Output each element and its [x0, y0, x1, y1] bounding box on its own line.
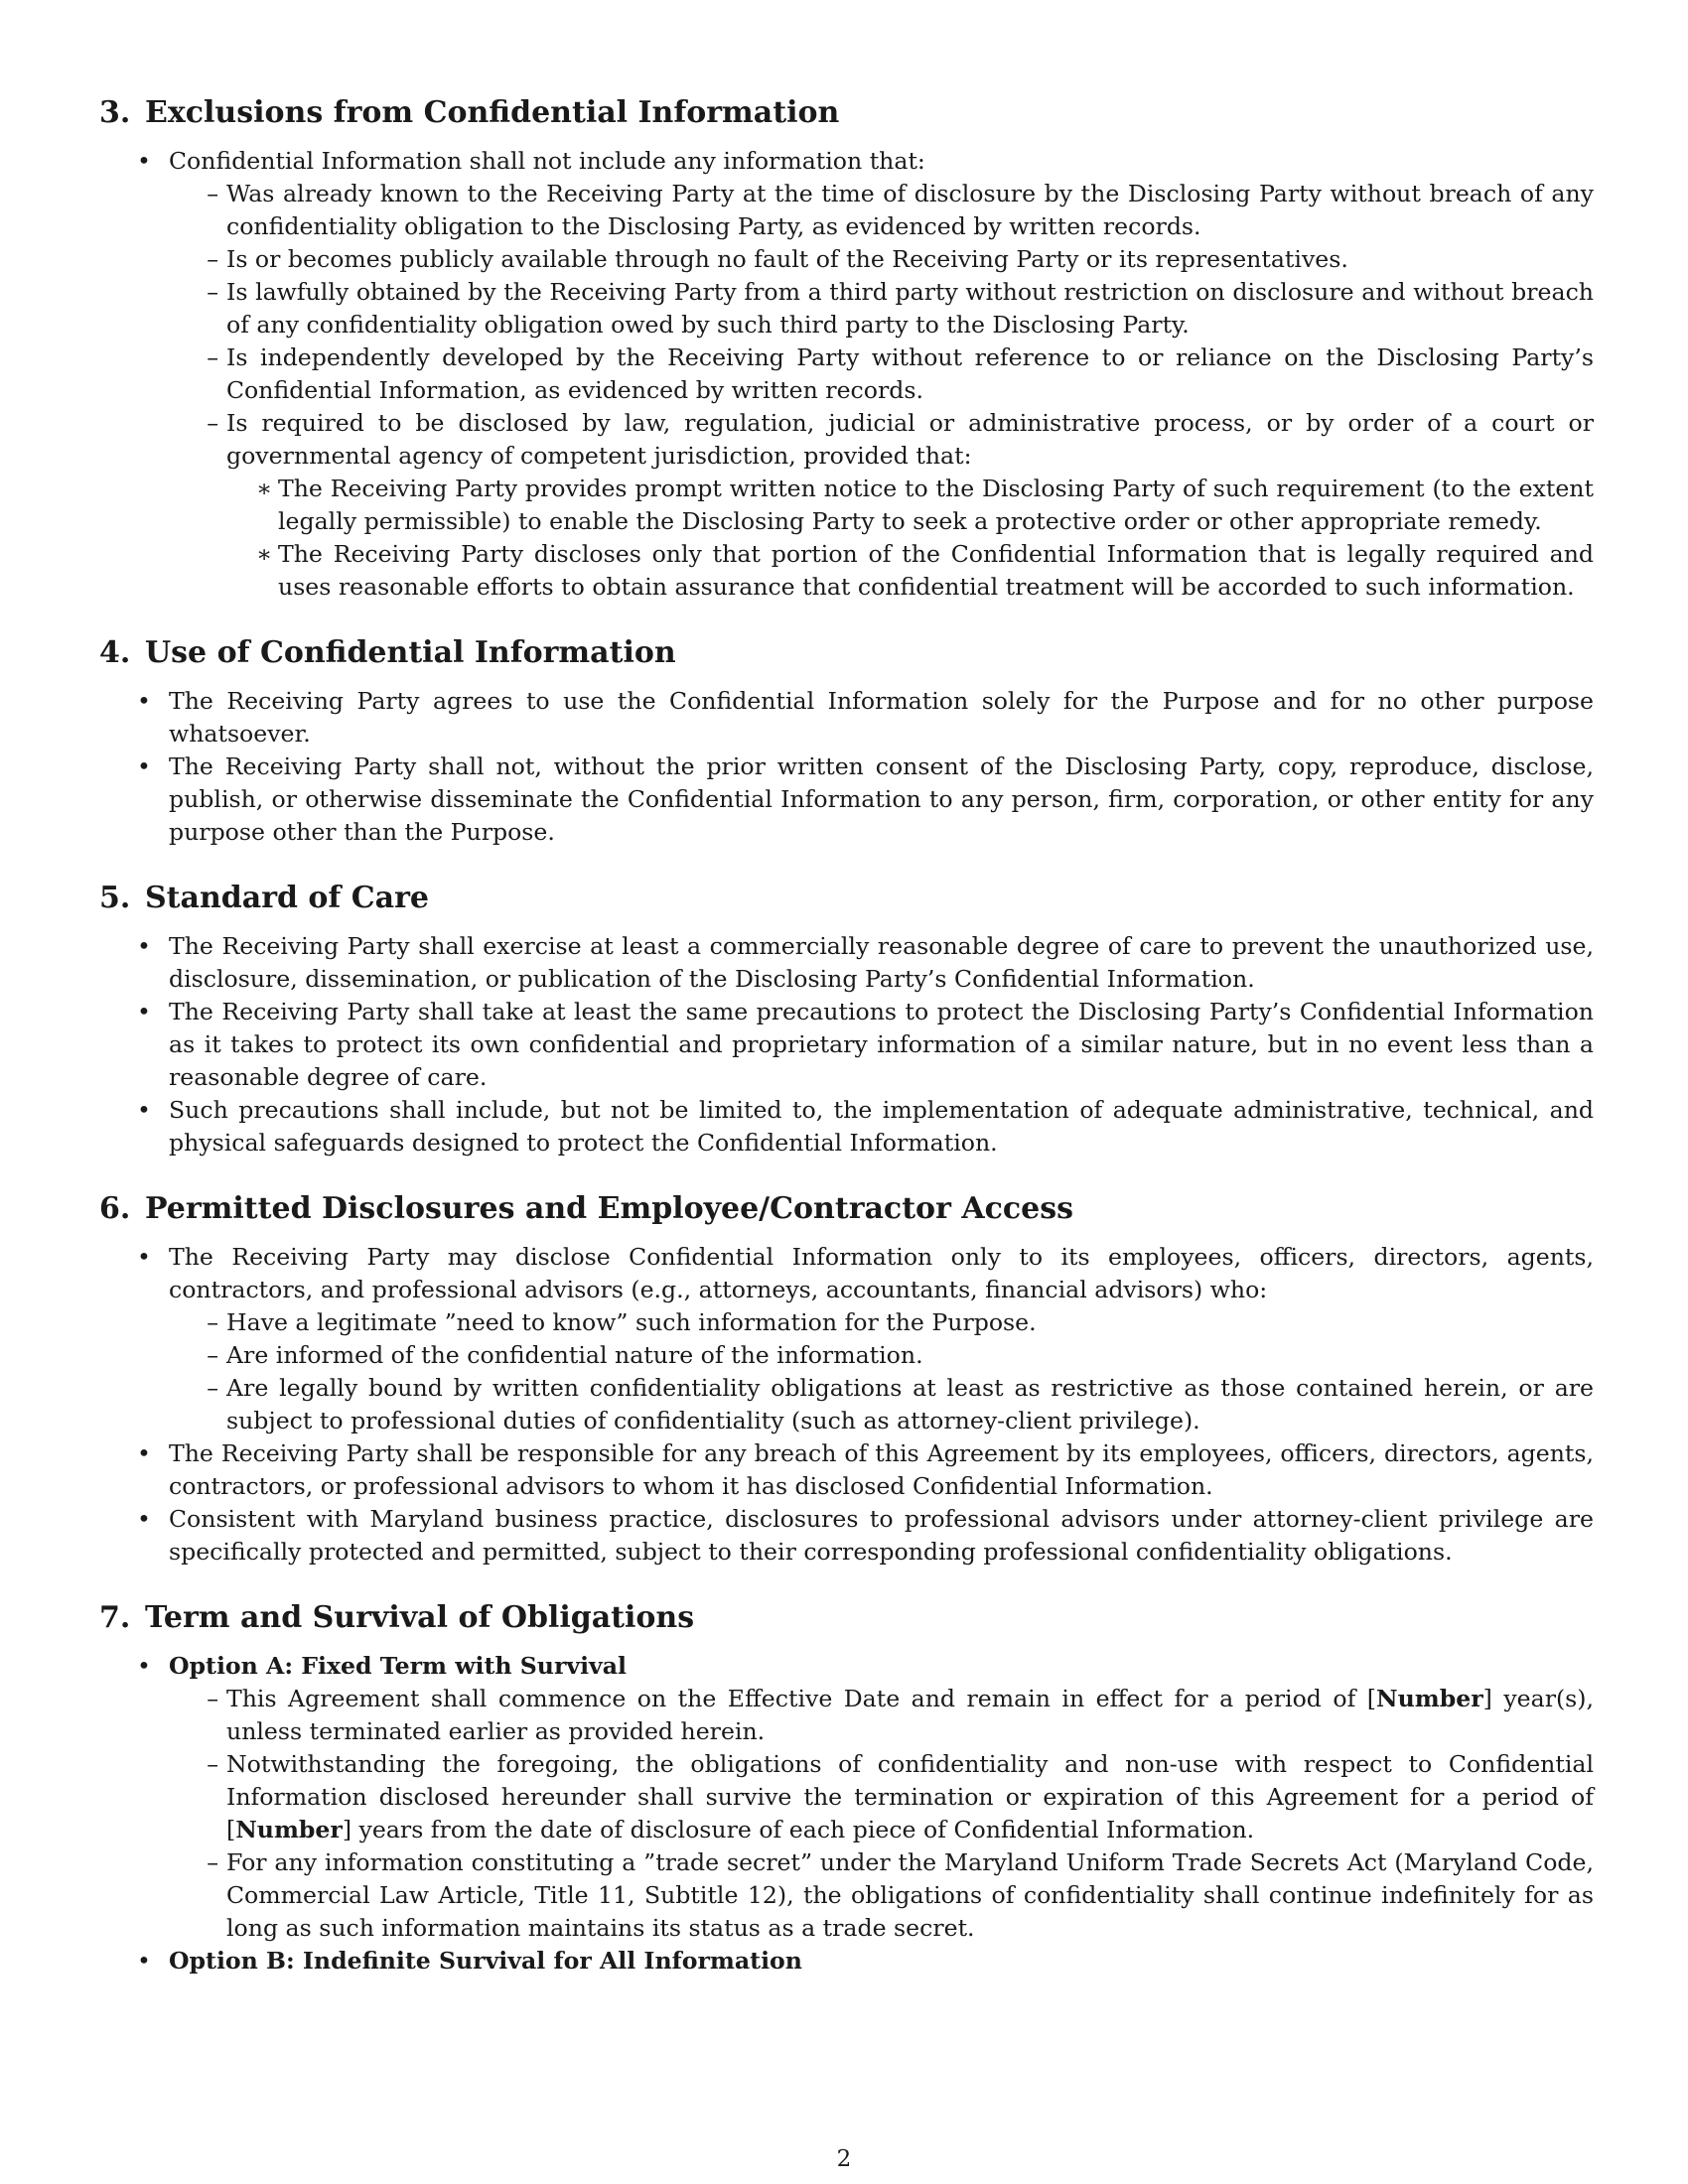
- bullet-icon: •: [137, 147, 151, 175]
- section-number: 6.: [99, 1191, 131, 1226]
- list-item: – Is or becomes publicly available through no fault of the Receiving Party or its representatives.: [169, 243, 1594, 276]
- dash-icon: –: [207, 180, 218, 207]
- list-item: ∗ The Receiving Party provides prompt written notice to the Disclosing Party of such requirement (to the extent legally permissible) to enable the Disclosing Party to seek a protective order or other appropriate remedy.: [226, 473, 1594, 538]
- section-title: Standard of Care: [145, 881, 429, 915]
- list-item: • Such precautions shall include, but not be limited to, the implementation of adequate administrative, technical, and physical safeguards designed to protect the Confidential Information.: [137, 1096, 1594, 1157]
- page-content: [99, 93, 1594, 1978]
- list-item: • The Receiving Party shall take at least the same precautions to protect the Disclosing Party’s Confidential Information as it takes to protect its own confidential and proprietary information of a similar nature, but in no event less than a reasonable degree of care.: [137, 998, 1594, 1091]
- bullet-icon: •: [137, 998, 151, 1025]
- dash-icon: –: [207, 1341, 218, 1369]
- dash-icon: –: [207, 278, 218, 306]
- list-item: – Are legally bound by written confidentiality obligations at least as restrictive as those contained herein, or are subject to professional duties of confidentiality (such as attorney-client privilege).: [169, 1372, 1594, 1437]
- section-5-heading: [99, 879, 1594, 918]
- dash-icon: –: [207, 1685, 218, 1712]
- section-4: [99, 633, 1594, 849]
- list-item: • The Receiving Party shall be responsible for any breach of this Agreement by its employees, officers, directors, agents, contractors, or professional advisors to whom it has disclosed Confidential Information.: [137, 1439, 1594, 1500]
- option-b: [99, 1945, 1594, 1978]
- bullet-icon: •: [137, 1439, 151, 1467]
- bullet-icon: •: [137, 752, 151, 780]
- bullet-icon: •: [137, 1243, 151, 1271]
- bullet-icon: •: [137, 1096, 151, 1124]
- bullet-icon: •: [137, 1505, 151, 1533]
- dash-icon: –: [207, 245, 218, 273]
- list-item: • The Receiving Party may disclose Confidential Information only to its employees, officers, directors, agents, contractors, and professional advisors (e.g., attorneys, accountants, financial advisors) who: – Have a legitimate ”need to know” such information for the Purpose. – Are informed of the confidential nature of the information. – Are legally bound by written confidentiality obligations at least as restrictive as those contained herein, or are subject to professional duties of confidentiality (such as attorney-client privilege).: [99, 1241, 1594, 1437]
- list-item: • The Receiving Party agrees to use the Confidential Information solely for the Purpose and for no other purpose whatsoever.: [137, 687, 1594, 748]
- list-item: – This Agreement shall commence on the Effective Date and remain in effect for a period of [Number] year(s), unless terminated earlier as provided herein.: [169, 1683, 1594, 1748]
- number-placeholder: Number: [1376, 1685, 1483, 1712]
- dash-icon: –: [207, 1750, 218, 1778]
- asterisk-icon: ∗: [255, 475, 272, 502]
- section-3-heading: [99, 93, 1594, 133]
- option-b-title: Option B: Indefinite Survival for All Information: [169, 1947, 802, 1975]
- bullet-icon: •: [137, 1652, 151, 1680]
- list-item: – Have a legitimate ”need to know” such information for the Purpose.: [169, 1306, 1594, 1339]
- list-item: – Is lawfully obtained by the Receiving Party from a third party without restriction on disclosure and without breach of any confidentiality obligation owed by such third party to the Disclosing Party.: [169, 276, 1594, 341]
- dash-icon: –: [207, 409, 218, 437]
- list-item: ∗ The Receiving Party discloses only that portion of the Confidential Information that is legally required and uses reasonable efforts to obtain assurance that confidential treatment will be accorded to such information.: [226, 538, 1594, 604]
- option-a-title: Option A: Fixed Term with Survival: [169, 1652, 628, 1680]
- list-item: – Are informed of the confidential nature of the information.: [169, 1339, 1594, 1372]
- list-item: • The Receiving Party shall exercise at least a commercially reasonable degree of care to prevent the unauthorized use, disclosure, dissemination, or publication of the Disclosing Party’s Confidential Information.: [137, 932, 1594, 993]
- page-number: 2: [836, 2146, 852, 2172]
- number-placeholder: Number: [235, 1816, 343, 1843]
- list-item: – Notwithstanding the foregoing, the obligations of confidentiality and non-use with respect to Confidential Information disclosed hereunder shall survive the termination or expiration of this Agreement for a period of [Number] years from the date of disclosure of each piece of Confidential Information.: [169, 1748, 1594, 1846]
- section-number: 5.: [99, 881, 131, 915]
- list-item: – Was already known to the Receiving Party at the time of disclosure by the Disclosing Party without breach of any confidentiality obligation to the Disclosing Party, as evidenced by written records.: [169, 178, 1594, 243]
- section-number: 7.: [99, 1600, 131, 1635]
- section-3: [99, 93, 1594, 604]
- section-6-heading: [99, 1189, 1594, 1229]
- dash-icon: –: [207, 1848, 218, 1876]
- section-title: Permitted Disclosures and Employee/Contractor Access: [145, 1191, 1073, 1226]
- dash-icon: –: [207, 343, 218, 371]
- section-number: 4.: [99, 635, 131, 670]
- list-item: – Is independently developed by the Receiving Party without reference to or reliance on the Disclosing Party’s Confidential Information, as evidenced by written records.: [169, 341, 1594, 407]
- list-item: – Is required to be disclosed by law, regulation, judicial or administrative process, or by order of a court or governmental agency of competent jurisdiction, provided that: ∗ The Receiving Party provides prompt written notice to the Disclosing Party of such requirement (to the extent legally permissible) to enable the Disclosing Party to seek a protective order or other appropriate remedy. ∗ The Receiving Party discloses only that portion of the Confidential Information that is legally required and uses reasonable efforts to obtain assurance that confidential treatment will be accorded to such information.: [169, 407, 1594, 604]
- section-7-heading: [99, 1598, 1594, 1638]
- bullet-icon: •: [137, 932, 151, 960]
- section-title: Exclusions from Confidential Information: [145, 95, 840, 130]
- section-number: 3.: [99, 95, 131, 130]
- list-item: – For any information constituting a ”trade secret” under the Maryland Uniform Trade Secrets Act (Maryland Code, Commercial Law Article, Title 11, Subtitle 12), the obligations of confidentiality shall continue indefinitely for as long as such information maintains its status as a trade secret.: [169, 1846, 1594, 1945]
- section-title: Term and Survival of Obligations: [145, 1600, 695, 1635]
- section-7: [99, 1598, 1594, 1978]
- bullet-icon: •: [137, 1947, 151, 1975]
- section-title: Use of Confidential Information: [145, 635, 676, 670]
- dash-icon: –: [207, 1374, 218, 1402]
- section-6: [99, 1189, 1594, 1569]
- section-4-heading: [99, 633, 1594, 673]
- dash-icon: –: [207, 1308, 218, 1336]
- list-item: • Consistent with Maryland business practice, disclosures to professional advisors under attorney-client privilege are specifically protected and permitted, subject to their corresponding professional confidentiality obligations.: [137, 1505, 1594, 1566]
- bullet-icon: •: [137, 687, 151, 715]
- asterisk-icon: ∗: [255, 540, 272, 568]
- list-item: • The Receiving Party shall not, without the prior written consent of the Disclosing Party, copy, reproduce, disclose, publish, or otherwise disseminate the Confidential Information to any person, firm, corporation, or other entity for any purpose other than the Purpose.: [137, 752, 1594, 846]
- option-a: [99, 1650, 1594, 1945]
- section-5: [99, 879, 1594, 1160]
- list-item: • Confidential Information shall not include any information that: – Was already known to the Receiving Party at the time of disclosure by the Disclosing Party without breach of any confidentiality obligation to the Disclosing Party, as evidenced by written records. – Is or becomes publicly available through no fault of the Receiving Party or its representatives. – Is lawfully obtained by the Receiving Party from a third party without restriction on disclosure and without breach of any confidentiality obligation owed by such third party to the Disclosing Party. – Is independently developed by the Receiving Party without reference to or reliance on the Disclosing Party’s Confidential Information, as evidenced by written records. – Is required to be disclosed by law, regulation, judicial or administrative process, or by order of a court or governmental agency of competent jurisdiction, provided that: ∗ The Receiving Party provides prompt written notice to the Disclosing Party of such requirement (to the extent legally permissible) to enable the Disclosing Party to seek a protective order or other appropriate remedy. ∗ The Receiving Party discloses only that portion of the Confidential Information that is legally required and uses reasonable efforts to obtain assurance that confidential treatment will be accorded to such information.: [99, 145, 1594, 604]
